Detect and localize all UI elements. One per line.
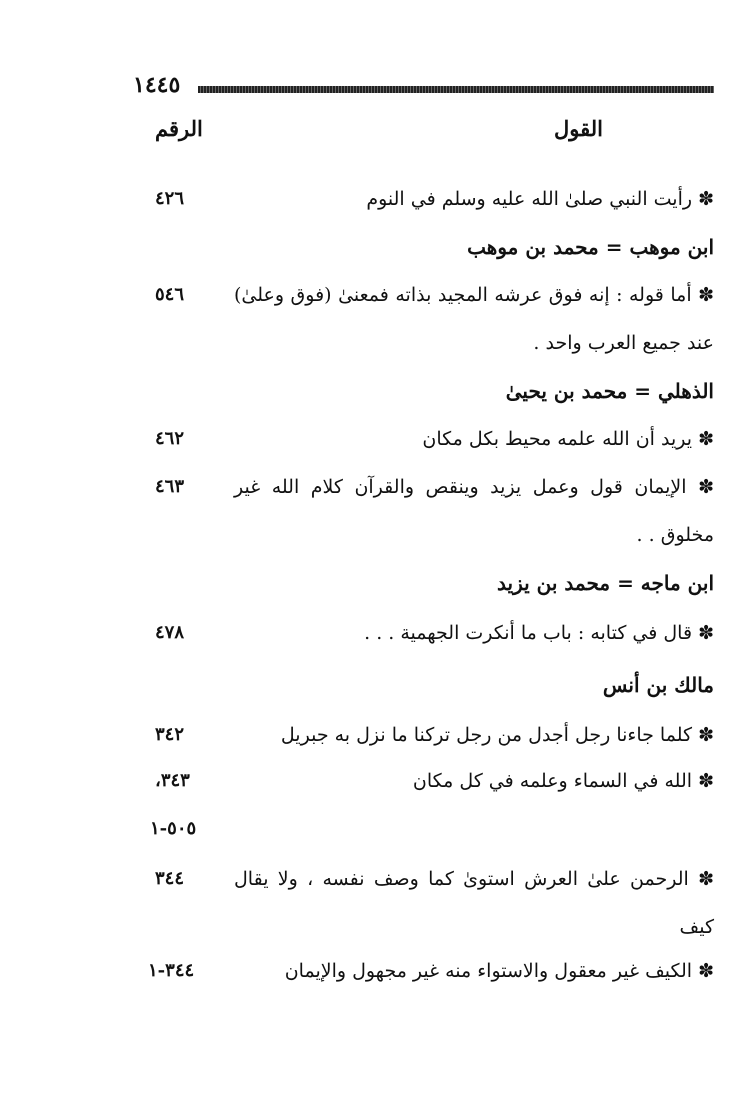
column-header-saying: القول bbox=[554, 116, 603, 141]
section-heading: ابن ماجه = محمد بن يزيد bbox=[497, 571, 714, 595]
header-rule bbox=[198, 86, 714, 93]
entry-reference: ٤٧٨ bbox=[155, 622, 185, 643]
entry-reference: ٤٦٢ bbox=[155, 428, 185, 449]
entry-reference: ٥٤٦ bbox=[155, 284, 185, 305]
entry-reference-continued: ٥٠٥-١ bbox=[150, 818, 197, 839]
page-number: ١٤٤٥ bbox=[133, 72, 181, 98]
entry-reference: ٣٤٢ bbox=[155, 724, 185, 745]
section-heading: ابن موهب = محمد بن موهب bbox=[467, 235, 714, 259]
section-heading: الذهلي = محمد بن يحيىٰ bbox=[505, 379, 714, 403]
entry-text: ✽ الإيمان قول وعمل يزيد وينقص والقرآن كلام الله غير مخلوق . . bbox=[234, 476, 714, 546]
column-header-number: الرقم bbox=[155, 116, 203, 141]
entry-reference: ٤٢٦ bbox=[155, 188, 185, 209]
section-heading: مالك بن أنس bbox=[602, 673, 714, 697]
entry-reference: ٣٤٣، bbox=[155, 770, 190, 791]
entry-text: ✽ الكيف غير معقول والاستواء منه غير مجهول والإيمان bbox=[284, 960, 714, 982]
entry-text: ✽ أما قوله : إنه فوق عرشه المجيد بذاته فمعنىٰ (فوق وعلىٰ) عند جميع العرب واحد . bbox=[234, 284, 714, 354]
entry-reference: ٤٦٣ bbox=[155, 476, 185, 497]
entry-reference: ٣٤٤ bbox=[155, 868, 185, 889]
entry-reference: ٣٤٤-١ bbox=[148, 960, 195, 981]
entry-text: ✽ قال في كتابه : باب ما أنكرت الجهمية . . . bbox=[364, 622, 714, 644]
entry-text: ✽ يريد أن الله علمه محيط بكل مكان bbox=[422, 428, 714, 450]
entry-text: ✽ رأيت النبي صلىٰ الله عليه وسلم في النوم bbox=[366, 188, 714, 210]
entry-text: ✽ الرحمن علىٰ العرش استوىٰ كما وصف نفسه ، ولا يقال كيف bbox=[234, 868, 714, 938]
entry-text: ✽ كلما جاءنا رجل أجدل من رجل تركنا ما نزل به جبريل bbox=[280, 724, 714, 746]
entry-text: ✽ الله في السماء وعلمه في كل مكان bbox=[412, 770, 714, 792]
